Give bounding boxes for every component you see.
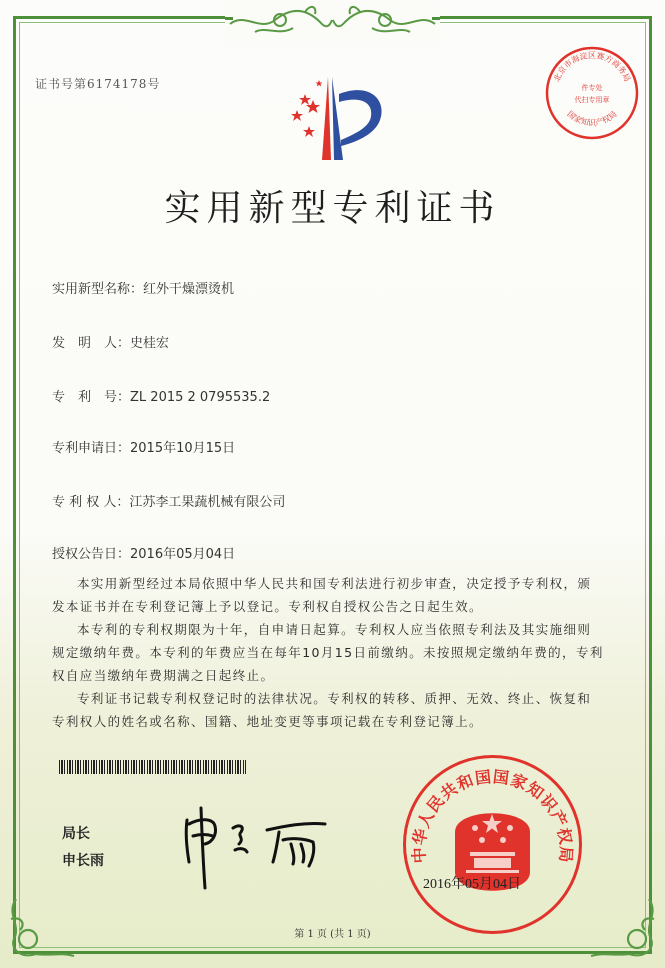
svg-text:代扫专用章: 代扫专用章 — [574, 96, 610, 104]
field-inventor — [52, 332, 169, 351]
field-value: 史桂宏 — [130, 336, 170, 351]
field-value: 2015年10月15日 — [130, 441, 236, 456]
field-patentee — [52, 491, 285, 510]
director-name: 申长雨 — [62, 853, 104, 869]
field-label: 授权公告日： — [52, 547, 131, 562]
field-value: ZL 2015 2 0795535.2 — [130, 390, 271, 405]
body-paragraph: 专利证书记载专利权登记时的法律状况。专利权的转移、质押、无效、终止、恢复和专利权人的姓名或名称、国籍、地址变更等事项记载在专利登记簿上。 — [52, 691, 592, 729]
agency-seal-icon — [543, 44, 641, 142]
body-paragraph: 本实用新型经过本局依照中华人民共和国专利法进行初步审查，决定授予专利权，颁发本证书并在专利登记簿上予以登记。专利权自授权公告之日起生效。 — [52, 576, 592, 614]
field-utility-model-name — [52, 278, 234, 297]
vine-ornament-icon — [225, 2, 440, 42]
field-value: 红外干燥漂烫机 — [143, 282, 235, 297]
field-application-date — [52, 437, 235, 456]
field-label: 专利申请日： — [52, 441, 131, 456]
field-label: 专 利 号： — [52, 390, 131, 405]
field-label: 发 明 人： — [52, 336, 131, 351]
certificate-title: 实用新型专利证书 — [164, 188, 501, 229]
field-value: 江苏李工果蔬机械有限公司 — [129, 495, 286, 510]
seal-date: 2016年05月04日 — [423, 877, 521, 892]
field-label: 专 利 权 人： — [52, 495, 130, 510]
field-value: 2016年05月04日 — [130, 547, 236, 562]
svg-text:件专处: 件专处 — [581, 84, 603, 92]
field-patent-number — [52, 386, 270, 405]
svg-text:国家知识产权局: 国家知识产权局 — [565, 109, 619, 128]
signature-icon — [175, 800, 345, 890]
svg-text:北京市海淀区赛方商务局: 北京市海淀区赛方商务局 — [552, 51, 632, 84]
cnipa-logo-icon — [275, 72, 395, 164]
barcode — [59, 760, 246, 774]
certificate-number: 证书号第6174178号 — [35, 77, 161, 91]
official-seal-icon — [400, 752, 585, 937]
certificate-body — [52, 572, 604, 733]
field-grant-date — [52, 543, 235, 562]
director-title: 局长 — [62, 826, 90, 842]
body-paragraph: 本专利的专利权期限为十年，自申请日起算。专利权人应当依照专利法及其实施细则规定缴纳年费。本专利的年费应当在每年10月15日前缴纳。未按照规定缴纳年费的，专利权自应当缴纳年费期满之日起终止。 — [52, 622, 604, 683]
page-number: 第 1 页 (共 1 页) — [294, 929, 371, 940]
svg-text:中华人民共和国国家知识产权局: 中华人民共和国国家知识产权局 — [409, 767, 576, 864]
field-label: 实用新型名称： — [52, 282, 144, 297]
top-ornament — [225, 2, 440, 42]
